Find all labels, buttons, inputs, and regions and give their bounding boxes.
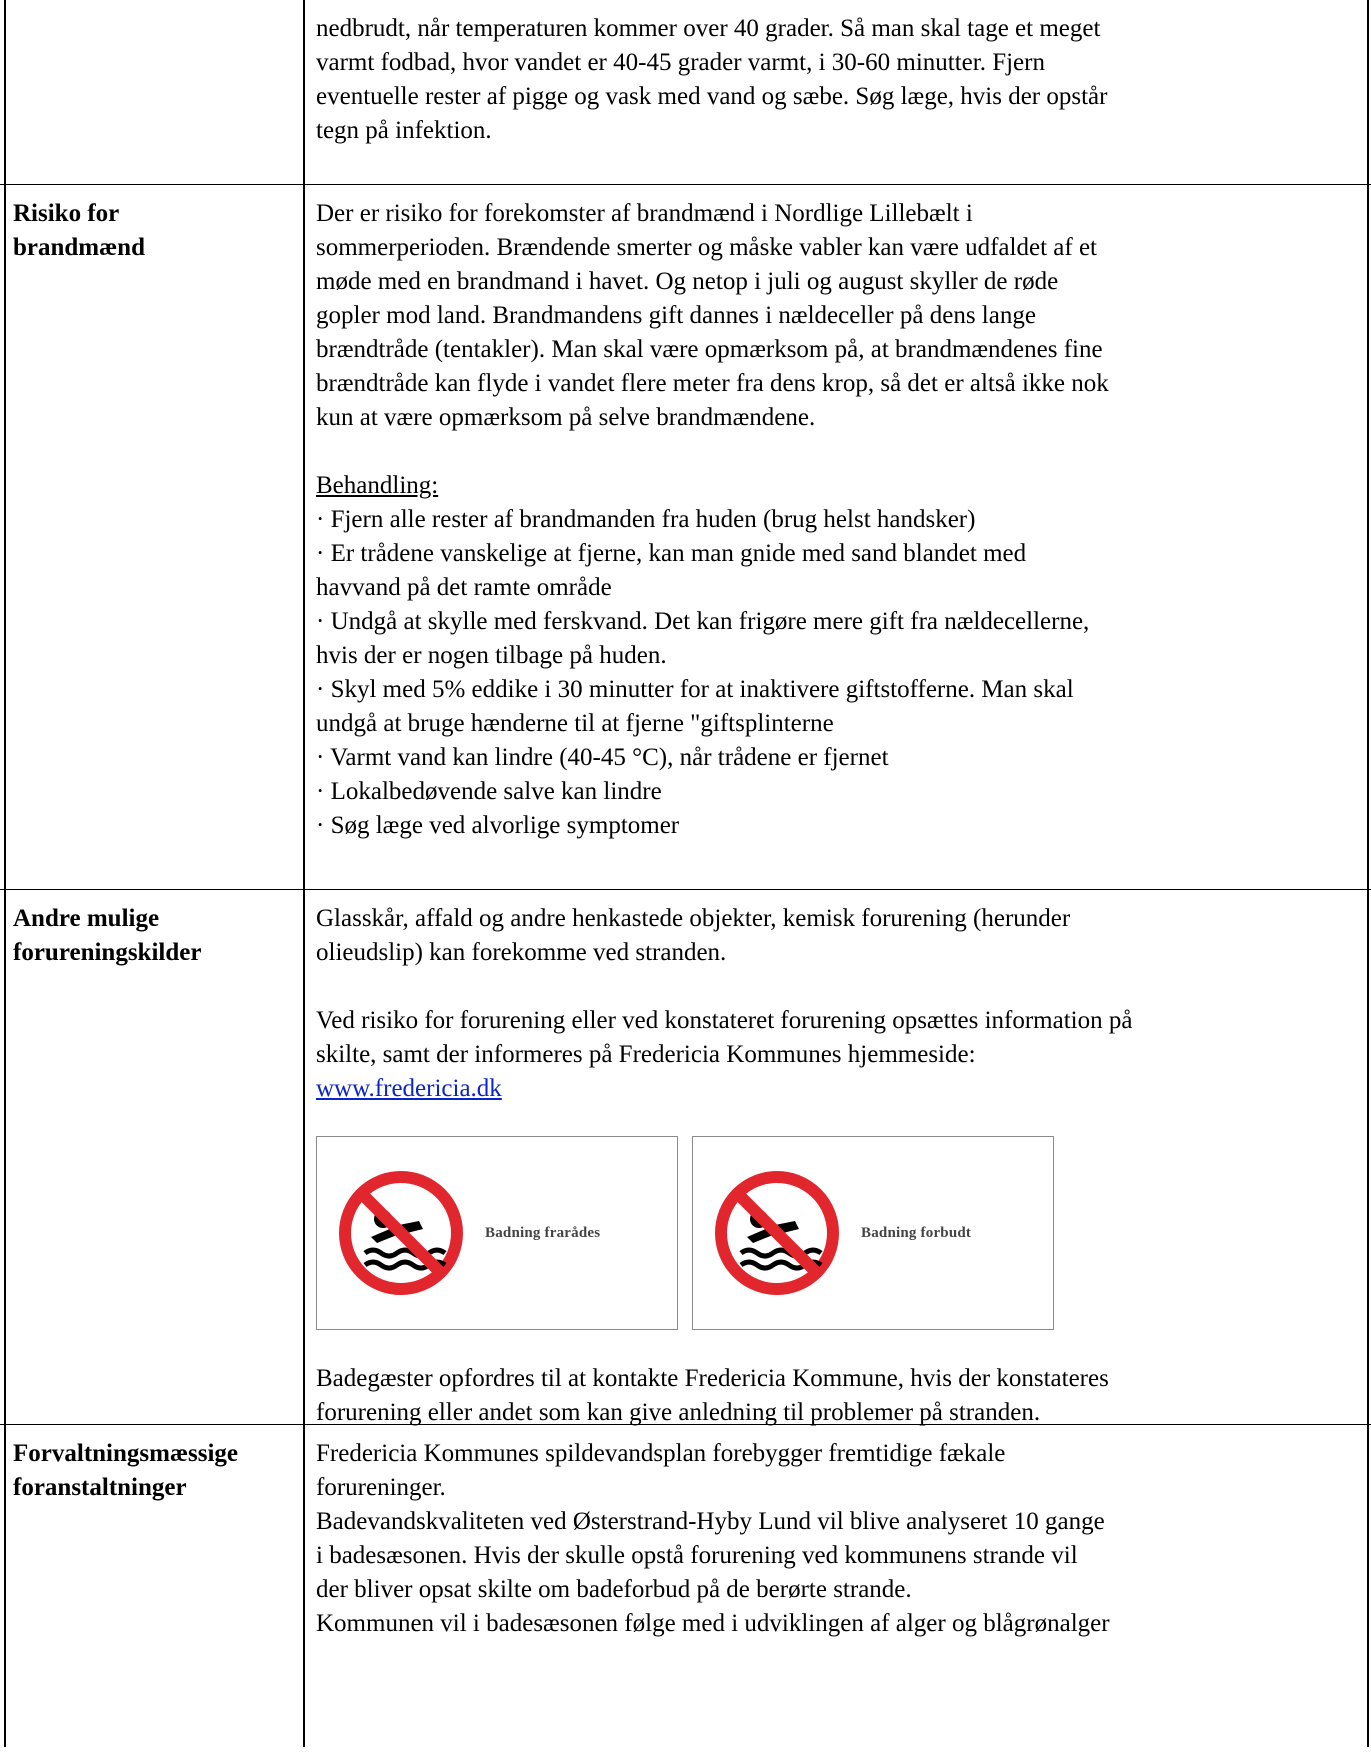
row-label-line: Andre mulige <box>13 905 160 932</box>
website-link[interactable]: www.fredericia.dk <box>316 1075 502 1102</box>
treatment-item: · Skyl med 5% eddike i 30 minutter for at inaktivere giftstofferne. Man skal <box>316 676 1074 703</box>
treatment-heading: Behandling: <box>316 472 439 499</box>
text-line: forureninger. <box>316 1474 446 1501</box>
sign-label: Badning forbudt <box>861 1225 972 1241</box>
text-line: nedbrudt, når temperaturen kommer over 40 grader. Så man skal tage et meget <box>316 15 1101 42</box>
table-row-forureningskilder <box>0 889 1371 1425</box>
treatment-item: havvand på det ramte område <box>316 574 612 601</box>
text-line: Badegæster opfordres til at kontakte Fredericia Kommune, hvis der konstateres <box>316 1365 1109 1392</box>
row-label-line: Risiko for <box>13 200 120 227</box>
row-label-line: brandmænd <box>13 234 145 261</box>
treatment-item: · Fjern alle rester af brandmanden fra huden (brug helst handsker) <box>316 506 976 533</box>
treatment-item: · Varmt vand kan lindre (40-45 °C), når trådene er fjernet <box>316 744 889 771</box>
text-line: kun at være opmærksom på selve brandmændene. <box>316 404 816 431</box>
forurening-content <box>316 902 1366 1430</box>
text-line: brændtråde kan flyde i vandet flere meter fra dens krop, så det er altså ikke nok <box>316 370 1109 397</box>
warning-signs <box>316 1136 1366 1330</box>
row-label-line: forureningskilder <box>13 939 202 966</box>
text-line: tegn på infektion. <box>316 117 492 144</box>
text-line: Ved risiko for forurening eller ved konstateret forurening opsættes information på <box>316 1007 1133 1034</box>
sign-badning-forbudt <box>692 1136 1054 1330</box>
text-line: møde med en brandmand i havet. Og netop i juli og august skyller de røde <box>316 268 1059 295</box>
sign-label: Badning frarådes <box>485 1225 601 1241</box>
text-line: Der er risiko for forekomster af brandmænd i Nordlige Lillebælt i <box>316 200 973 227</box>
text-line: skilte, samt der informeres på Fredericia Kommunes hjemmeside: <box>316 1041 976 1068</box>
sign-badning-fraraades <box>316 1136 678 1330</box>
treatment-item: · Lokalbedøvende salve kan lindre <box>316 778 662 805</box>
text-line: Kommunen vil i badesæsonen følge med i udviklingen af alger og blågrønalger <box>316 1610 1110 1637</box>
text-line: der bliver opsat skilte om badeforbud på de berørte strande. <box>316 1576 912 1603</box>
treatment-item: · Er trådene vanskelige at fjerne, kan man gnide med sand blandet med <box>316 540 1027 567</box>
table-row-forvaltning <box>0 1424 1371 1755</box>
forvaltning-content <box>316 1437 1366 1641</box>
treatment-item: hvis der er nogen tilbage på huden. <box>316 642 667 669</box>
row-label-line: foranstaltninger <box>13 1474 187 1501</box>
spacer <box>316 970 1366 1004</box>
no-swimming-icon <box>337 1169 465 1297</box>
text-line: gopler mod land. Brandmandens gift dannes i nældeceller på dens lange <box>316 302 1036 329</box>
text-line: eventuelle rester af pigge og vask med vand og sæbe. Søg læge, hvis der opstår <box>316 83 1108 110</box>
treatment-item: undgå at bruge hænderne til at fjerne "giftsplinterne <box>316 710 834 737</box>
row-label <box>13 197 145 265</box>
continuation-text <box>316 12 1366 148</box>
row-label-line: Forvaltningsmæssige <box>13 1440 238 1467</box>
text-line: brændtråde (tentakler). Man skal være opmærksom på, at brandmændenes fine <box>316 336 1103 363</box>
text-line: Badevandskvaliteten ved Østerstrand-Hyby Lund vil blive analyseret 10 gange <box>316 1508 1105 1535</box>
text-line: Fredericia Kommunes spildevandsplan forebygger fremtidige fækale <box>316 1440 1006 1467</box>
table-row-brandmaend <box>0 184 1371 890</box>
text-line: olieudslip) kan forekomme ved stranden. <box>316 939 727 966</box>
spacer <box>316 435 1366 469</box>
text-line: Glasskår, affald og andre henkastede objekter, kemisk forurening (herunder <box>316 905 1071 932</box>
table-row-continuation <box>0 0 1371 183</box>
treatment-item: · Undgå at skylle med ferskvand. Det kan frigøre mere gift fra nældecellerne, <box>316 608 1090 635</box>
text-line: varmt fodbad, hvor vandet er 40-45 grader varmt, i 30-60 minutter. Fjern <box>316 49 1045 76</box>
brandmaend-content <box>316 197 1366 843</box>
text-line: sommerperioden. Brændende smerter og måske vabler kan være udfaldet af et <box>316 234 1097 261</box>
text-line: forurening eller andet som kan give anledning til problemer på stranden. <box>316 1399 1041 1426</box>
row-label <box>13 1437 238 1505</box>
no-swimming-icon <box>713 1169 841 1297</box>
text-line: i badesæsonen. Hvis der skulle opstå forurening ved kommunens strande vil <box>316 1542 1078 1569</box>
row-label <box>13 902 201 970</box>
treatment-item: · Søg læge ved alvorlige symptomer <box>316 812 680 839</box>
